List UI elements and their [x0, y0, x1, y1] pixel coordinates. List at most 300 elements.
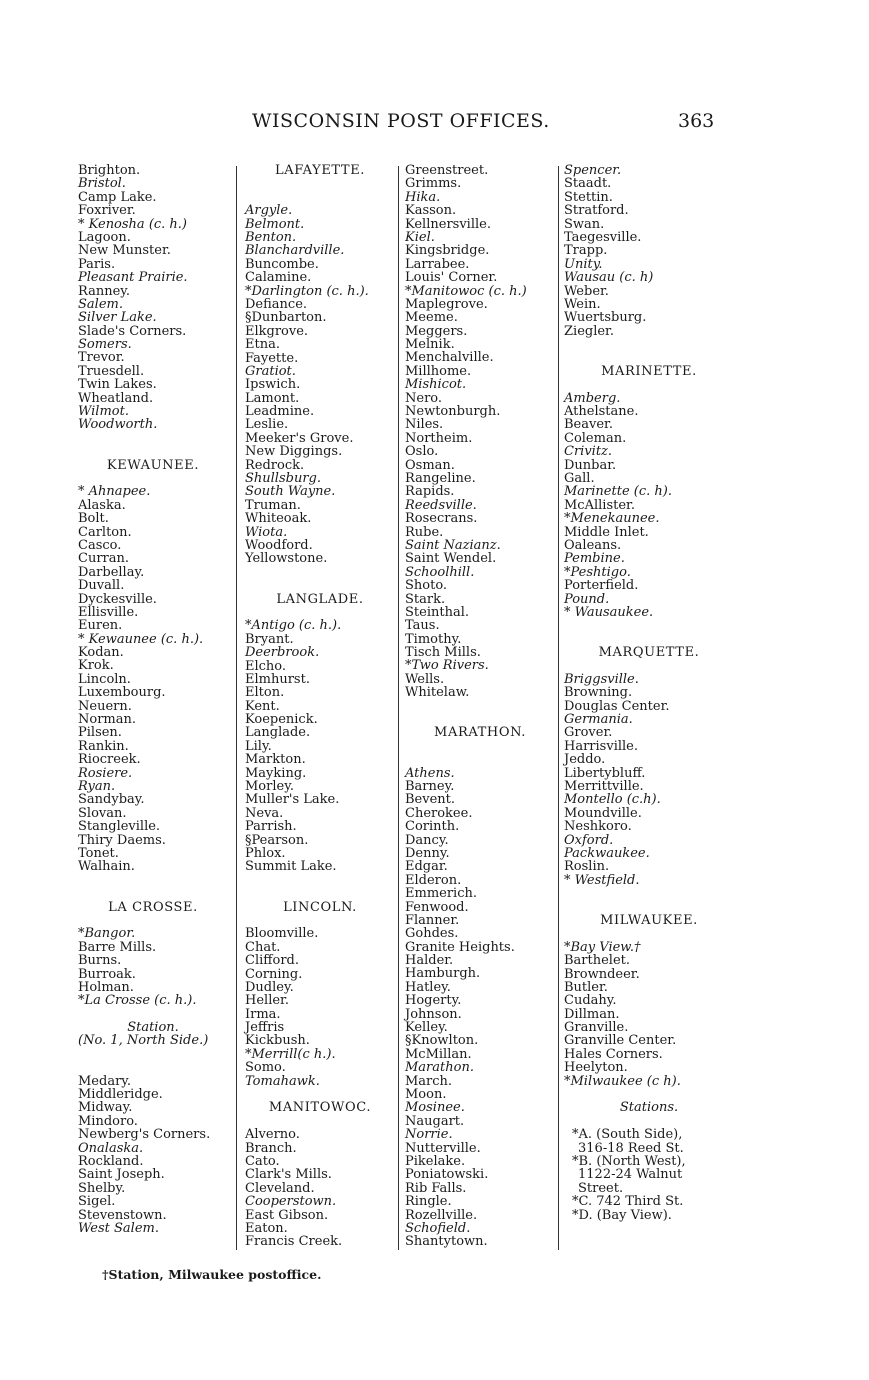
- post-office-entry: Clifford.: [245, 953, 299, 969]
- post-office-entry: Kiel.: [405, 229, 435, 245]
- post-office-entry: Edgar.: [405, 859, 448, 875]
- post-office-entry: Tomahawk.: [245, 1073, 320, 1089]
- post-office-entry: Blanchardville.: [245, 243, 345, 259]
- post-office-entry: Roslin.: [564, 859, 610, 875]
- post-office-entry: Benton.: [245, 229, 297, 245]
- subheading: Stations.: [619, 1100, 679, 1116]
- post-office-entry: Lincoln.: [78, 671, 131, 687]
- post-office-entry: *Two Rivers.: [405, 658, 489, 674]
- spacer: [564, 1088, 734, 1101]
- post-office-entry: Shantytown.: [405, 1234, 488, 1250]
- post-office-entry: Jeffris: [245, 1020, 285, 1036]
- post-office-entry: *B. (North West),: [572, 1154, 686, 1169]
- post-office-entry: * Ahnapee.: [78, 484, 151, 500]
- post-office-entry: Granville.: [564, 1020, 629, 1036]
- post-office-entry: Rozellville.: [405, 1207, 478, 1223]
- county-heading: LA CROSSE.: [108, 899, 198, 915]
- post-office-entry: (No. 1, North Side.): [78, 1033, 209, 1049]
- post-office-entry: Mindoro.: [78, 1113, 138, 1129]
- post-office-entry: Marinette (c. h).: [564, 484, 672, 500]
- post-office-entry: Langlade.: [245, 725, 311, 741]
- post-office-entry: Dudley.: [245, 979, 294, 995]
- post-office-entry: Hika.: [405, 189, 441, 205]
- post-office-entry: Elderon.: [405, 872, 462, 888]
- post-office-entry: McMillan.: [405, 1046, 472, 1062]
- post-office-entry: Douglas Center.: [564, 698, 670, 714]
- post-office-entry: Walhain.: [78, 859, 135, 875]
- post-office-entry: Barthelet.: [564, 953, 631, 969]
- post-office-entry: Hogerty.: [405, 993, 462, 1009]
- post-office-entry: Granville Center.: [564, 1033, 677, 1049]
- county-heading: LANGLADE.: [276, 591, 364, 607]
- post-office-entry: * Wausaukee.: [564, 604, 654, 620]
- post-office-entry: Euren.: [78, 618, 123, 634]
- post-office-entry: Shullsburg.: [245, 471, 322, 487]
- post-office-entry: South Wayne.: [245, 484, 336, 500]
- column-divider: [558, 166, 559, 1250]
- post-office-entry: *Bay View.†: [564, 939, 641, 955]
- county-heading: LINCOLN.: [283, 899, 357, 915]
- post-office-entry: *Merrill(c h.).: [245, 1046, 336, 1062]
- post-office-entry: Onalaska.: [78, 1140, 144, 1156]
- post-office-entry: Denny.: [405, 845, 450, 861]
- post-office-entry: Newtonburgh.: [405, 404, 501, 420]
- post-office-entry: Grover.: [564, 725, 613, 741]
- post-office-entry: Ringle.: [405, 1194, 452, 1210]
- post-office-entry: Jeddo.: [564, 752, 606, 768]
- post-office-entry: Osman.: [405, 457, 455, 473]
- post-office-entry: Cato.: [245, 1154, 280, 1170]
- post-office-entry: Larrabee.: [405, 256, 470, 272]
- post-office-entry: Bevent.: [405, 792, 456, 808]
- spacer: [564, 887, 734, 914]
- post-office-entry: * Kewaunee (c. h.).: [78, 631, 204, 647]
- post-office-entry: Reedsville.: [405, 497, 477, 513]
- post-office-entry: Woodford.: [245, 537, 313, 553]
- post-office-entry: *D. (Bay View).: [572, 1207, 672, 1223]
- column-3: [405, 164, 555, 1249]
- post-office-entry: Francis Creek.: [245, 1234, 343, 1250]
- post-office-entry: Hales Corners.: [564, 1046, 663, 1062]
- post-office-entry: Slade's Corners.: [78, 323, 187, 339]
- post-office-entry: Stevenstown.: [78, 1207, 167, 1223]
- post-office-entry: Staadt.: [564, 176, 612, 192]
- post-office-entry: Gratiot.: [245, 363, 296, 379]
- page-number: 363: [678, 110, 715, 132]
- post-office-entry: Salem.: [78, 296, 123, 312]
- post-office-entry: Wein.: [564, 296, 601, 312]
- post-office-entry: Carlton.: [78, 524, 132, 540]
- post-office-entry: *Antigo (c. h.).: [245, 618, 342, 634]
- post-office-entry: Eaton.: [245, 1220, 288, 1236]
- post-office-entry: Darbellay.: [78, 564, 145, 580]
- post-office-entry: Rapids.: [405, 484, 455, 500]
- footnote: †Station, Milwaukee postoffice.: [102, 1267, 322, 1282]
- post-office-entry: Camp Lake.: [78, 189, 157, 205]
- column-2: [245, 164, 395, 1249]
- post-office-entry: Holman.: [78, 979, 134, 995]
- post-office-entry: Wilmot.: [78, 404, 129, 420]
- post-office-entry: Fenwood.: [405, 899, 469, 915]
- post-office-entry: Etna.: [245, 337, 280, 353]
- post-office-entry: Shoto.: [405, 578, 448, 594]
- post-office-entry: *Bangor.: [78, 926, 136, 942]
- post-office-entry: Ipswich.: [245, 377, 301, 393]
- post-office-entry: Dunbar.: [564, 457, 617, 473]
- post-office-entry: Thiry Daems.: [78, 832, 166, 848]
- post-office-entry: Luxembourg.: [78, 685, 166, 701]
- post-office-entry: Casco.: [78, 537, 122, 553]
- post-office-entry: East Gibson.: [245, 1207, 329, 1223]
- post-office-entry: Weber.: [564, 283, 609, 299]
- post-office-entry: Middleridge.: [78, 1087, 163, 1103]
- post-office-entry: Maplegrove.: [405, 296, 488, 312]
- post-office-entry: Rangeline.: [405, 470, 476, 486]
- post-office-entry: Johnson.: [405, 1006, 462, 1022]
- post-office-entry: Ryan.: [78, 779, 116, 794]
- post-office-entry: Corning.: [245, 966, 303, 982]
- page-header: [0, 110, 869, 140]
- post-office-entry: Parrish.: [245, 819, 297, 835]
- post-office-entry: West Salem.: [78, 1220, 159, 1236]
- post-office-entry: *La Crosse (c. h.).: [78, 993, 197, 1009]
- spacer: [564, 338, 734, 365]
- post-office-entry: * Kenosha (c. h.): [78, 216, 188, 232]
- post-office-entry: Millhome.: [405, 363, 472, 379]
- post-office-entry: Truman.: [245, 497, 301, 513]
- post-office-entry: Heller.: [245, 993, 289, 1009]
- post-office-entry: Browndeer.: [564, 966, 640, 982]
- post-office-entry: Stratford.: [564, 203, 629, 219]
- post-office-entry: Redrock.: [245, 457, 305, 473]
- post-office-entry: Pound.: [564, 591, 610, 607]
- post-office-entry: Heelyton.: [564, 1060, 628, 1076]
- post-office-entry: Kasson.: [405, 203, 457, 219]
- post-office-entry: Rube.: [405, 524, 444, 540]
- post-office-entry: Muller's Lake.: [245, 792, 340, 808]
- post-office-entry: Cooperstown.: [245, 1194, 337, 1210]
- post-office-entry: Tisch Mills.: [405, 645, 481, 661]
- post-office-entry: *Menekaunee.: [564, 511, 660, 527]
- post-office-entry: §Knowlton.: [405, 1033, 479, 1049]
- spacer: [78, 472, 228, 485]
- post-office-entry: Burroak.: [78, 966, 136, 982]
- post-office-entry: Sandybay.: [78, 792, 145, 808]
- post-office-entry: Duvall.: [78, 578, 125, 594]
- post-office-entry: Halder.: [405, 953, 454, 969]
- spacer: [78, 432, 228, 459]
- post-office-entry: Kelley.: [405, 1020, 448, 1036]
- post-office-entry: Burns.: [78, 953, 122, 969]
- post-office-entry: Kodan.: [78, 645, 124, 661]
- post-office-entry: Kellnersville.: [405, 216, 491, 232]
- post-office-entry: Norrie.: [405, 1127, 453, 1143]
- post-office-entry: Meggers.: [405, 323, 468, 339]
- spacer: [405, 700, 555, 727]
- post-office-entry: Taus.: [405, 618, 440, 634]
- post-office-entry: Montello (c.h).: [564, 792, 661, 808]
- post-office-entry: *C. 742 Third St.: [572, 1194, 684, 1210]
- post-office-entry: New Diggings.: [245, 444, 343, 460]
- post-office-entry: Moundville.: [564, 805, 642, 821]
- post-office-entry: Louis' Corner.: [405, 270, 498, 286]
- post-office-entry: Ziegler.: [564, 323, 614, 339]
- spacer: [564, 927, 734, 940]
- post-office-entry: Street.: [578, 1180, 624, 1196]
- post-office-entry: Emmerich.: [405, 886, 477, 902]
- column-1: [78, 164, 228, 1235]
- post-office-entry: Northeim.: [405, 430, 473, 446]
- post-office-entry: Yellowstone.: [245, 551, 328, 567]
- post-office-entry: Marathon.: [405, 1060, 474, 1076]
- spacer: [245, 566, 395, 593]
- post-office-entry: Pleasant Prairie.: [78, 270, 188, 286]
- post-office-entry: Trevor.: [78, 350, 125, 366]
- post-office-entry: Krok.: [78, 658, 114, 674]
- spacer: [78, 1008, 228, 1021]
- post-office-entry: Unity.: [564, 256, 603, 272]
- post-office-entry: Silver Lake.: [78, 310, 157, 326]
- post-office-entry: Medary.: [78, 1073, 132, 1089]
- post-office-entry: * Westfield.: [564, 872, 640, 888]
- post-office-entry: Whitelaw.: [405, 685, 470, 701]
- post-office-entry: Athelstane.: [564, 404, 639, 420]
- post-office-entry: *Manitowoc (c. h.): [405, 283, 527, 299]
- post-office-entry: Brighton.: [78, 163, 141, 178]
- post-office-entry: Gohdes.: [405, 926, 459, 942]
- post-office-entry: Taegesville.: [564, 229, 642, 245]
- post-office-entry: Oslo.: [405, 444, 439, 460]
- post-office-entry: Crivitz.: [564, 444, 613, 460]
- county-heading: MANITOWOC.: [268, 1100, 372, 1116]
- post-office-entry: Alaska.: [78, 497, 126, 513]
- spacer: [564, 660, 734, 673]
- subheading: Station.: [127, 1020, 179, 1036]
- column-4: [564, 164, 734, 1222]
- post-office-entry: Whiteoak.: [245, 511, 312, 527]
- post-office-entry: Barre Mills.: [78, 939, 157, 955]
- post-office-entry: Nero.: [405, 390, 443, 406]
- post-office-entry: Cleveland.: [245, 1180, 315, 1196]
- post-office-entry: Neshkoro.: [564, 819, 632, 835]
- post-office-entry: Woodworth.: [78, 417, 158, 433]
- post-office-entry: Shelby.: [78, 1180, 126, 1196]
- post-office-entry: 1122-24 Walnut: [578, 1167, 683, 1183]
- spacer: [245, 914, 395, 927]
- post-office-entry: Trapp.: [564, 243, 608, 259]
- post-office-entry: Calamine.: [245, 270, 312, 286]
- post-office-entry: Briggsville.: [564, 671, 639, 687]
- post-office-entry: Belmont.: [245, 216, 305, 232]
- post-office-entry: New Munster.: [78, 243, 171, 259]
- post-office-entry: Spencer.: [564, 163, 622, 178]
- post-office-entry: Elton.: [245, 685, 285, 701]
- post-office-entry: *A. (South Side),: [572, 1127, 683, 1143]
- post-office-entry: Rib Falls.: [405, 1180, 467, 1196]
- post-office-entry: Libertybluff.: [564, 765, 646, 781]
- post-office-entry: Melnik.: [405, 337, 455, 353]
- post-office-entry: Pembine.: [564, 551, 625, 567]
- post-office-entry: Naugart.: [405, 1113, 465, 1129]
- county-heading: LAFAYETTE.: [274, 163, 366, 178]
- post-office-entry: Beaver.: [564, 417, 613, 433]
- post-office-entry: Tonet.: [78, 845, 119, 861]
- post-office-entry: Kent.: [245, 698, 280, 714]
- post-office-entry: Oaleans.: [564, 537, 622, 553]
- post-office-entry: Alverno.: [245, 1127, 300, 1143]
- county-heading: MILWAUKEE.: [600, 912, 698, 928]
- post-office-entry: Stark.: [405, 591, 446, 607]
- post-office-entry: Wiota.: [245, 524, 288, 540]
- post-office-entry: Bryant.: [245, 631, 294, 647]
- post-office-entry: Dyckesville.: [78, 591, 157, 607]
- county-heading: MARQUETTE.: [598, 645, 700, 661]
- post-office-entry: *Darlington (c. h.).: [245, 283, 369, 299]
- post-office-entry: Norman.: [78, 712, 136, 728]
- post-office-entry: Flanner.: [405, 912, 460, 928]
- post-office-entry: Cherokee.: [405, 805, 473, 821]
- post-office-entry: Poniatowski.: [405, 1167, 489, 1183]
- county-heading: KEWAUNEE.: [106, 457, 200, 473]
- post-office-entry: Kingsbridge.: [405, 243, 490, 259]
- post-office-entry: Nutterville.: [405, 1140, 481, 1156]
- post-office-entry: Stangleville.: [78, 819, 161, 835]
- post-office-entry: Branch.: [245, 1140, 297, 1156]
- post-office-entry: Saint Nazianz.: [405, 537, 501, 553]
- post-office-entry: Saint Wendel.: [405, 551, 497, 567]
- post-office-entry: Rankin.: [78, 738, 129, 754]
- post-office-entry: Defiance.: [245, 296, 308, 312]
- spacer: [564, 1115, 734, 1128]
- post-office-entry: Leadmine.: [245, 404, 315, 420]
- post-office-entry: Schoolhill.: [405, 564, 475, 580]
- post-office-entry: Niles.: [405, 417, 444, 433]
- post-office-entry: Amberg.: [564, 390, 621, 406]
- post-office-entry: Timothy.: [405, 631, 462, 647]
- post-office-entry: Summit Lake.: [245, 859, 337, 875]
- spacer: [78, 874, 228, 901]
- post-office-entry: Koepenick.: [245, 712, 318, 728]
- county-heading: MARINETTE.: [601, 363, 697, 379]
- post-office-entry: Middle Inlet.: [564, 524, 649, 540]
- post-office-entry: Oxford.: [564, 832, 614, 848]
- post-office-entry: Greenstreet.: [405, 163, 489, 178]
- post-office-entry: Hatley.: [405, 979, 451, 995]
- post-office-entry: Coleman.: [564, 430, 627, 446]
- post-office-entry: Foxriver.: [78, 203, 136, 219]
- post-office-entry: Steinthal.: [405, 604, 469, 620]
- post-office-entry: Markton.: [245, 752, 306, 768]
- post-office-entry: Saint Joseph.: [78, 1167, 165, 1183]
- post-office-entry: Harrisville.: [564, 738, 638, 754]
- spacer: [245, 1088, 395, 1101]
- post-office-entry: Lamont.: [245, 390, 300, 406]
- post-office-entry: Irma.: [245, 1006, 281, 1022]
- post-office-entry: Elcho.: [245, 658, 287, 674]
- post-office-entry: Lagoon.: [78, 229, 131, 245]
- column-divider: [236, 166, 237, 1250]
- post-office-entry: Dillman.: [564, 1006, 620, 1022]
- spacer: [78, 1048, 228, 1075]
- post-office-entry: Moon.: [405, 1087, 447, 1102]
- post-office-entry: Browning.: [564, 685, 633, 701]
- post-office-entry: Bloomville.: [245, 926, 319, 942]
- post-office-entry: Somo.: [245, 1060, 286, 1076]
- post-office-entry: Butler.: [564, 979, 608, 995]
- post-office-entry: 316-18 Reed St.: [578, 1140, 684, 1156]
- post-office-entry: Somers.: [78, 337, 132, 353]
- post-office-entry: Porterfield.: [564, 578, 639, 594]
- post-office-entry: Pikelake.: [405, 1153, 466, 1169]
- post-office-entry: §Pearson.: [245, 832, 309, 848]
- post-office-entry: Sigel.: [78, 1194, 116, 1210]
- post-office-entry: Neva.: [245, 805, 284, 821]
- post-office-entry: Kickbush.: [245, 1033, 310, 1049]
- post-office-entry: Curran.: [78, 551, 130, 567]
- post-office-entry: Deerbrook.: [245, 645, 320, 661]
- post-office-entry: Buncombe.: [245, 256, 319, 272]
- post-office-entry: Menchalville.: [405, 350, 494, 366]
- spacer: [405, 740, 555, 767]
- post-office-entry: Wuertsburg.: [564, 310, 647, 326]
- post-office-entry: Wells.: [405, 671, 445, 687]
- post-office-entry: Swan.: [564, 216, 605, 232]
- post-office-entry: Rockland.: [78, 1153, 144, 1169]
- post-office-entry: Argyle.: [245, 203, 293, 219]
- post-office-entry: Rosiere.: [78, 765, 133, 781]
- post-office-entry: Chat.: [245, 939, 281, 955]
- post-office-entry: Bolt.: [78, 511, 109, 527]
- post-office-entry: Ellisville.: [78, 604, 139, 620]
- post-office-entry: Twin Lakes.: [78, 377, 157, 393]
- post-office-entry: §Dunbarton.: [245, 310, 327, 326]
- post-office-entry: Phlox.: [245, 845, 286, 861]
- post-office-entry: *Milwaukee (c h).: [564, 1073, 681, 1089]
- post-office-entry: Paris.: [78, 256, 116, 272]
- post-office-entry: Midway.: [78, 1100, 133, 1116]
- post-office-entry: Corinth.: [405, 819, 460, 835]
- spacer: [245, 606, 395, 619]
- post-office-entry: Meeme.: [405, 310, 458, 326]
- spacer: [564, 619, 734, 646]
- post-office-entry: Packwaukee.: [564, 845, 650, 861]
- page-title: WISCONSIN POST OFFICES.: [252, 110, 550, 132]
- post-office-entry: Stettin.: [564, 189, 613, 205]
- post-office-entry: Mosinee.: [405, 1100, 465, 1116]
- post-office-entry: Merrittville.: [564, 779, 644, 795]
- post-office-entry: Riocreek.: [78, 752, 141, 768]
- spacer: [245, 1115, 395, 1128]
- post-office-entry: Neuern.: [78, 698, 132, 714]
- post-office-entry: Dancy.: [405, 832, 449, 848]
- county-heading: MARATHON.: [434, 725, 526, 741]
- post-office-entry: Elmhurst.: [245, 671, 310, 687]
- post-office-entry: Fayette.: [245, 350, 299, 366]
- post-office-entry: Meeker's Grove.: [245, 430, 354, 446]
- post-office-entry: Ranney.: [78, 283, 131, 299]
- post-office-entry: Slovan.: [78, 805, 127, 821]
- spacer: [245, 874, 395, 901]
- post-office-entry: Grimms.: [405, 176, 462, 192]
- post-office-entry: Elkgrove.: [245, 323, 309, 339]
- spacer: [78, 914, 228, 927]
- post-office-entry: Hamburgh.: [405, 966, 481, 982]
- post-office-entry: Newberg's Corners.: [78, 1127, 211, 1143]
- post-office-entry: Pilsen.: [78, 725, 122, 741]
- post-office-entry: Athens.: [405, 765, 455, 781]
- post-office-entry: *Peshtigo.: [564, 564, 631, 580]
- post-office-entry: Cudahy.: [564, 993, 617, 1009]
